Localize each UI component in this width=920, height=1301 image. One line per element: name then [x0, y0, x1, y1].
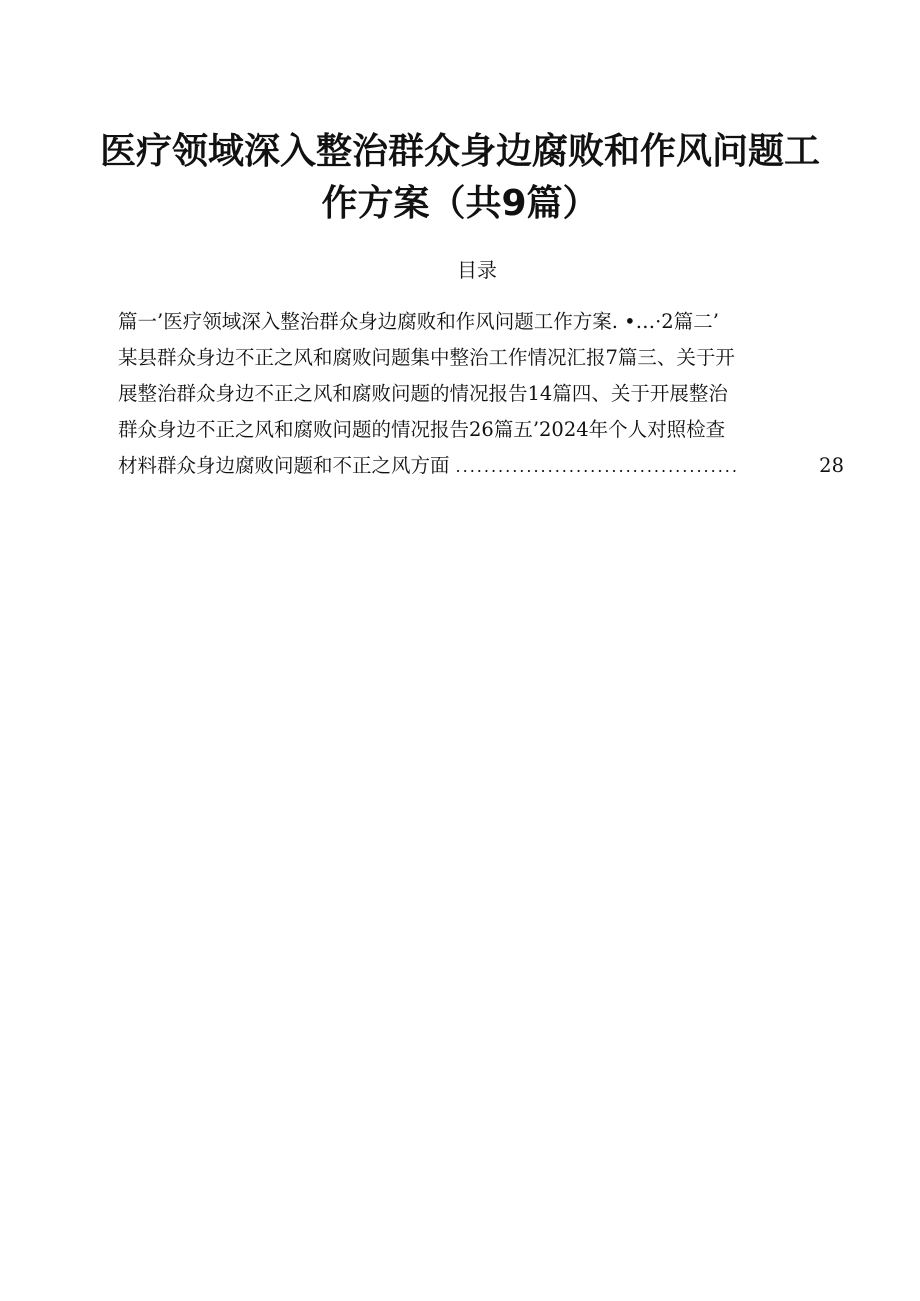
toc-line-4: 群众身边不正之风和腐败问题的情况报告26篇五’2024年个人对照检查 — [118, 418, 726, 441]
title-line-2: 作方案（共9篇） — [321, 183, 599, 224]
toc-page-number: 28 — [819, 454, 844, 477]
title-line-1: 医疗领域深入整治群众身边腐败和作风问题工 — [99, 131, 820, 172]
toc-heading: 目录 — [457, 258, 497, 282]
table-of-contents — [118, 304, 844, 484]
toc-last-entry-text: 材料群众身边腐败问题和不正之风方面 — [118, 454, 450, 477]
toc-line-5 — [118, 448, 844, 484]
document-title — [0, 126, 920, 230]
toc-line-1: 篇一’医疗领域深入整治群众身边腐败和作风问题工作方案. •…·2篇二’ — [118, 310, 719, 333]
toc-dot-leader: ........................................ — [455, 457, 739, 476]
toc-line-2: 某县群众身边不正之风和腐败问题集中整治工作情况汇报7篇三、关于开 — [118, 346, 735, 369]
toc-line-3: 展整治群众身边不正之风和腐败问题的情况报告14篇四、关于开展整治 — [118, 382, 728, 405]
